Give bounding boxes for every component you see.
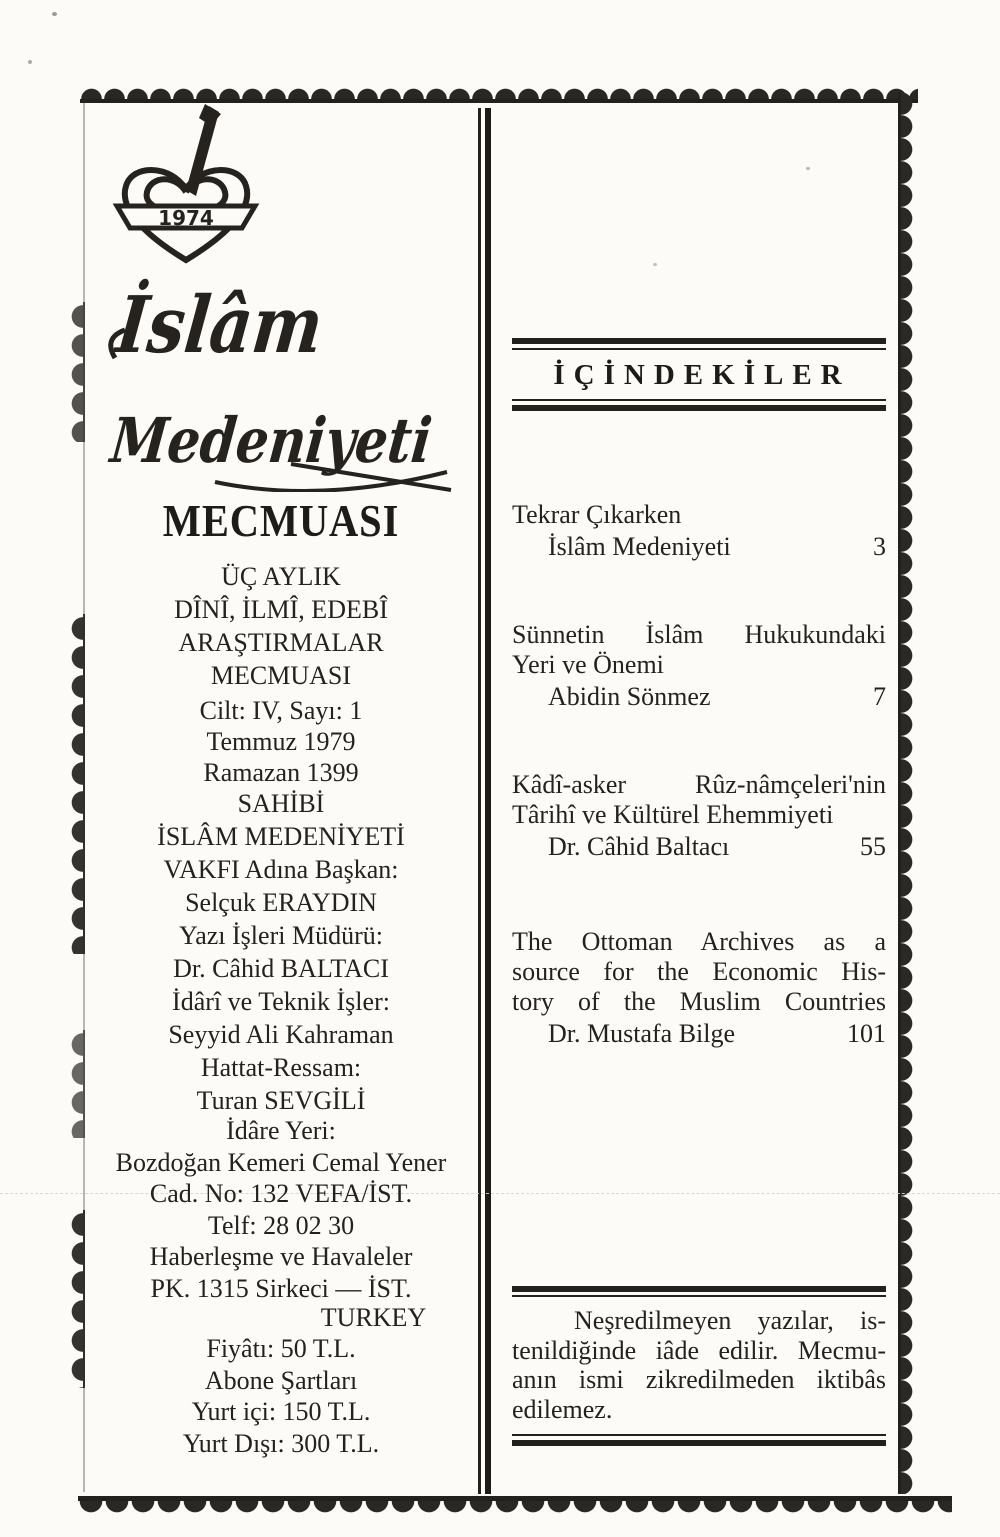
toc-entry-title-line: source for the Economic His-: [512, 957, 886, 986]
toc-entry-title-line: The Ottoman Archives as a: [512, 927, 886, 956]
scan-speck: [52, 12, 57, 16]
toc-entry-row: [512, 682, 886, 712]
subtitle-line: ARAŞTIRMALAR: [178, 628, 384, 657]
note-line: edilemez.: [512, 1394, 613, 1424]
foreign-price-line: Yurt Dışı: 300 T.L.: [182, 1428, 380, 1458]
logo-pen-nib: [199, 104, 221, 126]
left-scalloped-border-segment: [70, 1030, 85, 1138]
technical-affairs-name: Seyyid Ali Kahraman: [168, 1020, 394, 1049]
note-rule-thick-bottom: [512, 1440, 886, 1446]
po-box-line: PK. 1315 Sirkeci — İST.: [150, 1273, 412, 1303]
price-line: Fiyâtı: 50 T.L.: [206, 1334, 356, 1363]
toc-entry-page-number: 101: [847, 1019, 886, 1048]
left-scalloped-border-segment: [70, 302, 85, 442]
owner-name: İSLÂM MEDENİYETİ: [157, 822, 405, 851]
correspondence-label: Haberleşme ve Havaleler: [149, 1242, 413, 1271]
subtitle-line: MECMUASI: [210, 661, 352, 690]
scan-speck: [653, 263, 657, 266]
foundation-president-name: Selçuk ERAYDIN: [185, 888, 377, 917]
country-line: TURKEY: [320, 1303, 427, 1332]
address-line: Cad. No: 132 VEFA/İST.: [149, 1179, 413, 1208]
address-info: [84, 1115, 478, 1332]
toc-entry-author: Dr. Mustafa Bilge: [548, 1019, 736, 1048]
logo-script-line1: İslâm: [112, 280, 366, 371]
note-line: tenildiğinde iâde edilir. Mecmu-: [512, 1335, 886, 1365]
toc-entry: [512, 500, 886, 562]
toc-entry-page-number: 55: [860, 832, 886, 861]
domestic-price-line: Yurt içi: 150 T.L.: [191, 1397, 371, 1426]
toc-entry-title-line: Kâdî-asker Rûz-nâmçeleri'nin: [512, 770, 886, 799]
logo-script-line2: Medeniyeti: [107, 404, 465, 477]
scan-speck: [806, 167, 810, 170]
toc-entry-title-line: Yeri ve Önemi: [512, 650, 664, 679]
header-rule-thick-top: [512, 338, 886, 344]
subtitle-line: DÎNÎ, İLMÎ, EDEBÎ: [174, 595, 388, 624]
note-rule-thin-bottom: [512, 1434, 886, 1436]
toc-entry-author: Dr. Câhid Baltacı: [548, 832, 730, 861]
column-divider-thick-rule: [485, 108, 491, 1494]
owner-label: SAHİBİ: [237, 789, 325, 818]
toc-entry: [512, 620, 886, 712]
issue-volume-number: Cilt: IV, Sayı: 1: [199, 696, 363, 725]
toc-entry-subtitle: İslâm Medeniyeti: [548, 532, 731, 561]
toc-entry: [512, 927, 886, 1049]
technical-affairs-label: İdârî ve Teknik İşler:: [172, 987, 390, 1016]
column-divider-thin-rule: [478, 108, 481, 1494]
contents-title: İÇİNDEKİLER: [553, 359, 851, 391]
toc-entry-author: Abidin Sönmez: [548, 682, 711, 711]
logo-graphic: [95, 100, 465, 492]
toc-entry-row: [512, 832, 886, 862]
journal-logo: [95, 100, 465, 492]
note-rule-thick-top: [512, 1286, 886, 1292]
note-line: anın ismi zikredilmeden iktibâs: [512, 1365, 886, 1394]
toc-entry-row: [512, 1019, 886, 1049]
masthead-title: MECMUASI: [162, 495, 400, 546]
price-info: [84, 1333, 478, 1459]
subtitle-line: ÜÇ AYLIK: [221, 562, 341, 591]
editorial-note-text: [512, 1297, 886, 1434]
header-rule-thick-bottom: [512, 405, 886, 411]
note-line: Neşredilmeyen yazılar, is-: [574, 1306, 886, 1335]
foundation-president-label: VAKFI Adına Başkan:: [163, 855, 399, 884]
masthead-subtitle: [84, 560, 478, 692]
logo-year: 1974: [158, 206, 214, 230]
header-rule-thin-bottom: [512, 399, 886, 401]
toc-entry: [512, 770, 886, 862]
toc-entry-title-line: Târihî ve Kültürel Ehemmiyeti: [512, 800, 834, 829]
editor-label: Yazı İşleri Müdürü:: [179, 921, 383, 950]
issue-info: [84, 695, 478, 788]
left-scalloped-border-segment: [70, 614, 85, 954]
toc-entry-page-number: 7: [873, 682, 886, 711]
issue-date-gregorian: Temmuz 1979: [206, 727, 356, 756]
editorial-note-box: [512, 1286, 886, 1446]
issue-date-hijri: Ramazan 1399: [203, 758, 359, 787]
toc-entry-page-number: 3: [873, 532, 886, 561]
toc-entry-title-line: Sünnetin İslâm Hukukundaki: [512, 620, 886, 649]
bottom-scalloped-border: [78, 1496, 952, 1518]
toc-entry-row: [512, 532, 886, 562]
scan-speck: [28, 60, 32, 64]
staff-info: [84, 787, 478, 1117]
editor-name: Dr. Câhid BALTACI: [173, 954, 389, 983]
phone-line: Telf: 28 02 30: [207, 1210, 355, 1240]
office-label: İdâre Yeri:: [226, 1116, 336, 1145]
address-line: Bozdoğan Kemeri Cemal Yener: [115, 1147, 447, 1177]
left-scalloped-border-segment: [70, 1210, 85, 1388]
subscription-label: Abone Şartları: [204, 1365, 358, 1395]
contents-header-block: [512, 338, 886, 411]
calligrapher-name: Turan SEVGİLİ: [196, 1086, 366, 1115]
table-of-contents: [512, 500, 886, 1049]
toc-entry-title-line: tory of the Muslim Countries: [512, 987, 886, 1016]
calligrapher-label: Hattat-Ressam:: [200, 1053, 362, 1082]
right-scalloped-border: [898, 92, 915, 1494]
toc-entry-title-line: Tekrar Çıkarken: [512, 500, 682, 529]
